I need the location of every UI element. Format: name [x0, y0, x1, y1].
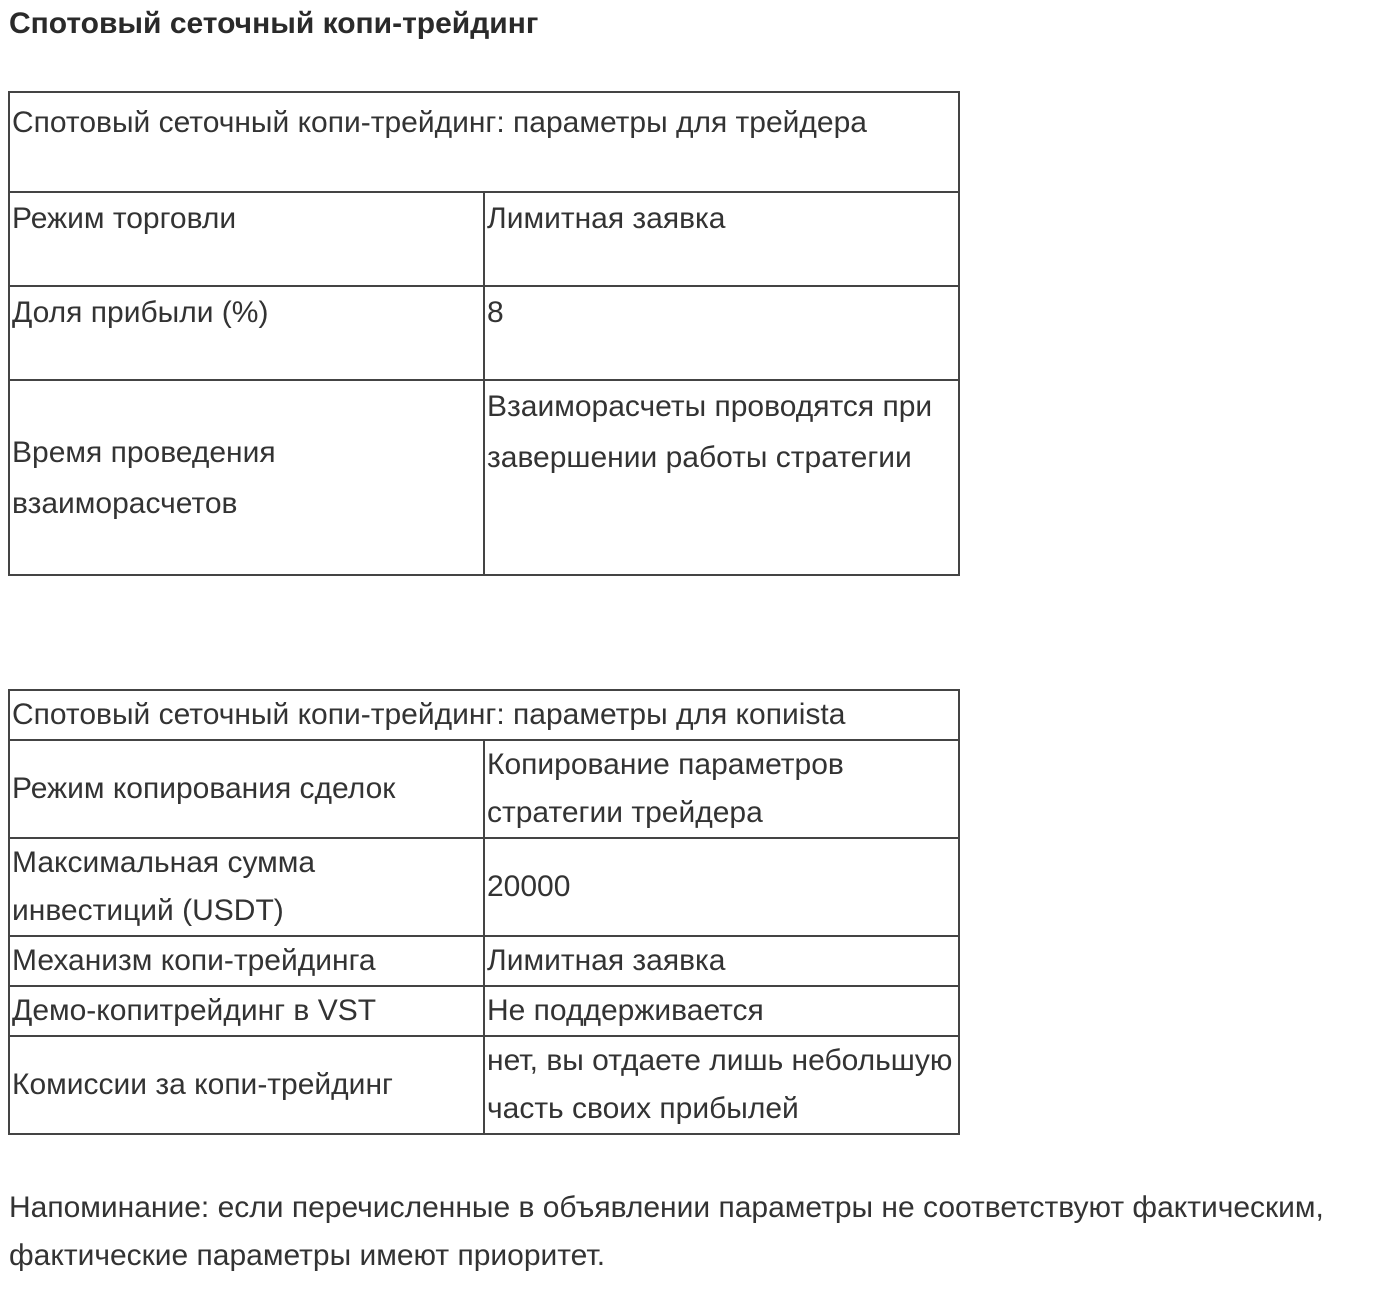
table-row: [9, 286, 959, 380]
param-value: нет, вы отдаете лишь небольшую часть своих прибылей: [484, 1036, 959, 1134]
table-row: [9, 380, 959, 575]
page-title: Спотовый сеточный копи-трейдинг: [9, 7, 539, 40]
table-header-cell: Спотовый сеточный копи-трейдинг: параметры для трейдера: [9, 92, 959, 192]
table-header-cell: Спотовый сеточный копи-трейдинг: параметры для копиista: [9, 690, 959, 740]
table-header-row: [9, 92, 959, 192]
param-value: 20000: [484, 838, 959, 936]
param-value: Лимитная заявка: [484, 192, 959, 286]
table-header-row: [9, 690, 959, 740]
param-value: Не поддерживается: [484, 986, 959, 1036]
table-row: [9, 838, 959, 936]
table-row: [9, 192, 959, 286]
param-value: Копирование параметров стратегии трейдера: [484, 740, 959, 838]
trader-params-table: [8, 91, 960, 576]
table-row: [9, 986, 959, 1036]
param-label: Время проведения взаиморасчетов: [9, 380, 484, 575]
param-value: Взаиморасчеты проводятся при завершении работы стратегии: [484, 380, 959, 575]
table-row: [9, 1036, 959, 1134]
table-row: [9, 936, 959, 986]
param-label: Механизм копи-трейдинга: [9, 936, 484, 986]
reminder-note: Напоминание: если перечисленные в объявлении параметры не соответствуют фактическим, фактические параметры имеют приоритет.: [9, 1191, 1324, 1272]
copier-params-table: [8, 689, 960, 1135]
param-label: Комиссии за копи-трейдинг: [9, 1036, 484, 1134]
param-label: Доля прибыли (%): [9, 286, 484, 380]
table-row: [9, 740, 959, 838]
param-label: Максимальная сумма инвестиций (USDT): [9, 838, 484, 936]
param-value: 8: [484, 286, 959, 380]
param-value: Лимитная заявка: [484, 936, 959, 986]
param-label: Режим копирования сделок: [9, 740, 484, 838]
param-label: Демо-копитрейдинг в VST: [9, 986, 484, 1036]
param-label: Режим торговли: [9, 192, 484, 286]
